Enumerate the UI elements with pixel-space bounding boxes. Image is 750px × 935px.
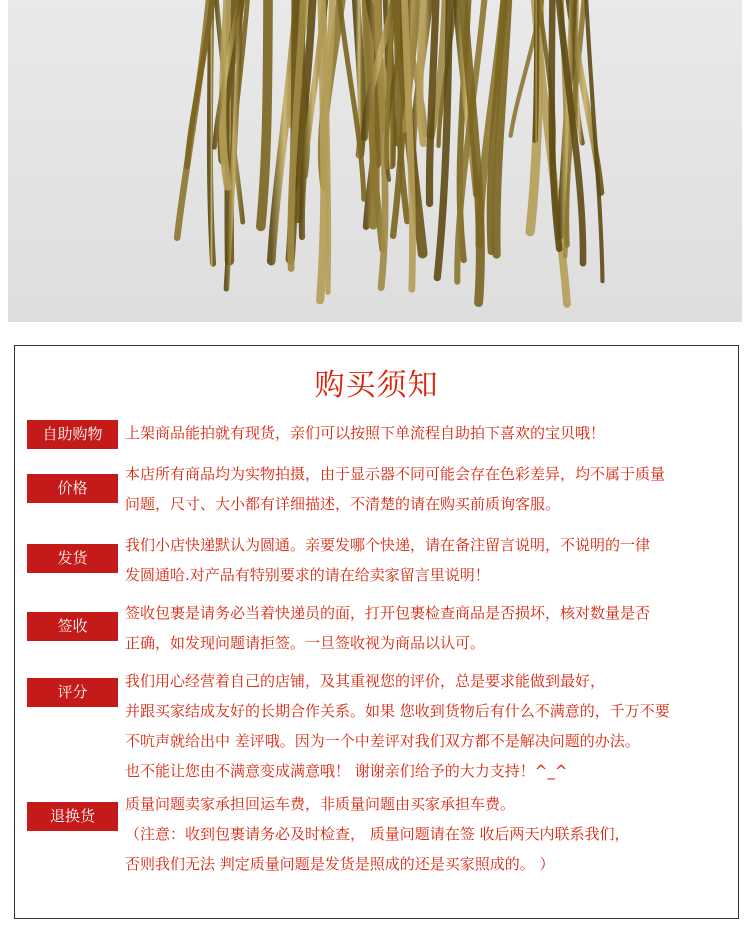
text-receipt (125, 598, 731, 658)
shoelace-strand (429, 0, 436, 204)
text-price (125, 459, 731, 519)
text-line: 并跟买家结成友好的长期合作关系。如果 您收到货物后有什么不满意的，千万不要 (125, 702, 670, 720)
text-rating (125, 666, 731, 786)
label-self-service: 自助购物 (27, 420, 118, 449)
text-line: 问题，尺寸、大小都有详细描述，不清楚的请在购买前质询客服。 (125, 495, 561, 513)
purchase-notice (14, 345, 739, 919)
shoelace-strand (261, 0, 268, 226)
text-self-service (125, 418, 731, 448)
text-line: 我们用心经营着自己的店铺，及其重视您的评价，总是要求能做到最好， (125, 672, 606, 690)
label-shipping: 发货 (27, 544, 118, 573)
text-line: 签收包裹是请务必当着快递员的面，打开包裹检查商品是否损坏，核对数量是否 (125, 604, 651, 622)
label-rating: 评分 (27, 678, 118, 707)
shoelace-strand (210, 0, 213, 264)
text-line: 否则我们无法 判定质量问题是发货是照成的还是买家照成的。 ） (125, 855, 555, 873)
shoelace-strand (420, 0, 424, 144)
text-line: 我们小店快递默认为圆通。亲要发哪个快递，请在备注留言说明，不说明的一律 (125, 536, 651, 554)
text-line: 上架商品能拍就有现货，亲们可以按照下单流程自助拍下喜欢的宝贝哦！ (125, 424, 606, 442)
text-line: 本店所有商品均为实物拍摄，由于显示器不同可能会存在色彩差异，均不属于质量 (125, 465, 666, 483)
shoelaces-image (8, 0, 742, 322)
product-photo (8, 0, 742, 322)
label-return: 退换货 (27, 802, 118, 831)
text-line: （注意：收到包裹请务必及时检查， 质量问题请在签 收后两天内联系我们， (125, 825, 630, 843)
label-price: 价格 (27, 474, 118, 503)
text-line: 正确，如发现问题请拒签。一旦签收视为商品以认可。 (125, 634, 486, 652)
notice-title: 购买须知 (314, 368, 439, 403)
text-return (125, 789, 731, 879)
label-receipt: 签收 (27, 612, 118, 641)
text-line: 发圆通哈.对产品有特别要求的请在给卖家留言里说明！ (125, 566, 490, 584)
text-line: 质量问题卖家承担回运车费，非质量问题由买家承担车费。 (125, 795, 516, 813)
shoelace-strand (586, 0, 602, 281)
shoelace-strand (320, 0, 324, 300)
text-shipping (125, 530, 731, 590)
shoelace-strand (535, 0, 537, 140)
text-line: 不吭声就给出中 差评哦。因为一个中差评对我们双方都不是解决问题的办法。 (125, 732, 640, 750)
text-line: 也不能让您由不满意变成满意哦！ 谢谢亲们给予的大力支持！^_^ (125, 762, 568, 780)
